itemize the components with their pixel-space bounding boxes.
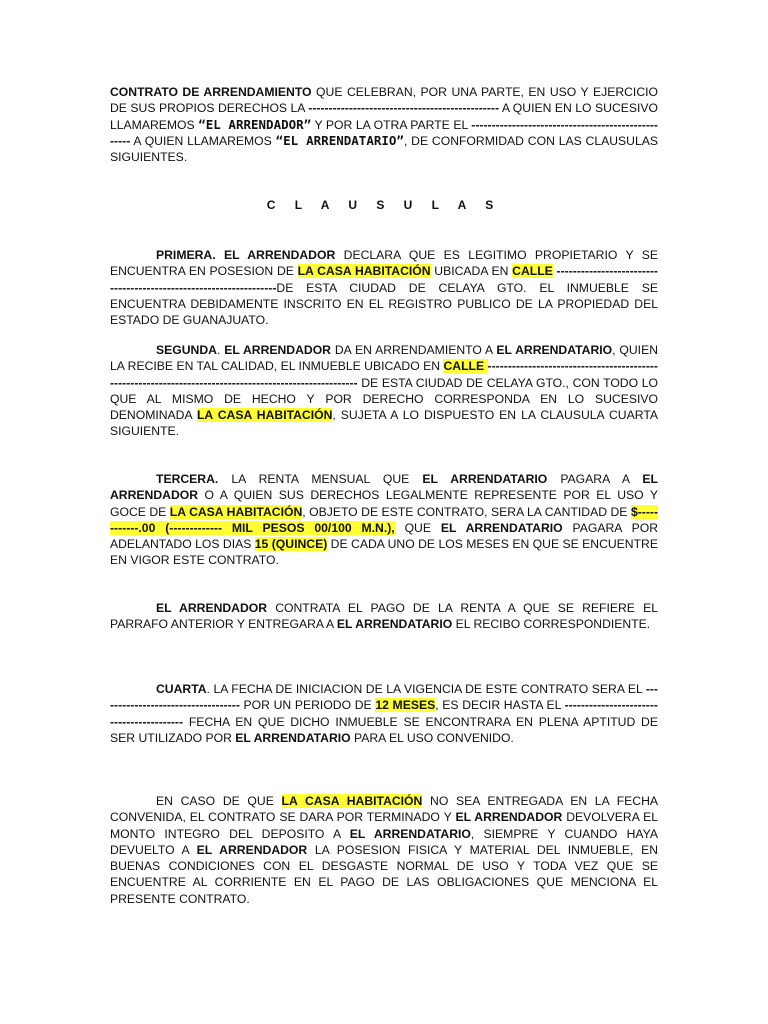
blank-line: ------------------------------------------------------------------ [110, 264, 658, 295]
clause-text: PAGARA POR ADELANTADO LOS DIAS [110, 520, 659, 552]
intro-text: , DE CONFORMIDAD CON LAS CLAUSULAS SIGUIENTES. [110, 133, 659, 165]
clause-text: NO SEA ENTREGADA EN LA FECHA CONVENIDA, EL CONTRATO SE DARA POR TERMINADO Y [110, 794, 659, 825]
highlighted-property: LA CASA HABITACIÓN [297, 264, 431, 279]
party-name: EL ARRENDATARIO [235, 730, 351, 745]
clause-text: , SIEMPRE Y CUANDO HAYA DEVUELTO A [110, 826, 659, 857]
highlighted-days: 15 (QUINCE) [254, 537, 328, 552]
clause-text: EL RECIBO CORRESPONDIENTE. [452, 617, 651, 632]
intro-text: A QUIEN LLAMAREMOS [130, 133, 276, 148]
clause-text: DE ESTA CIUDAD DE CELAYA GTO. EL INMUEBLE SE ENCUENTRA DEBIDAMENTE INSCRITO EN EL REGISTRO PUBLICO DE LA PROPIEDAD DEL ESTADO DE GUANAJUATO. [110, 280, 658, 328]
blank-line: ----------------------------------- [110, 682, 658, 713]
party-name: EL ARRENDADOR [224, 343, 331, 357]
clause-text: QUE [394, 520, 441, 535]
party-name: EL ARRENDATARIO [496, 343, 613, 357]
highlighted-property: LA CASA HABITACIÓN [169, 504, 303, 519]
intro-text: A QUIEN EN LO SUCESIVO LLAMAREMOS [110, 101, 659, 132]
clause-text: LA RENTA MENSUAL QUE [218, 472, 423, 486]
clause-label: CUARTA [156, 682, 207, 696]
highlighted-street: CALLE [512, 264, 553, 279]
party-name: EL ARRENDADOR [215, 248, 336, 262]
arrendatario-term: “EL ARRENDATARIO” [275, 132, 404, 148]
clause-text: , SUJETA A LO DISPUESTO EN LA CLAUSULA CUARTA SIGUIENTE. [110, 408, 658, 439]
party-name: EL ARRENDADOR [110, 472, 658, 503]
highlighted-street: CALLE [443, 359, 488, 374]
clause-text: UBICADA EN [430, 264, 513, 279]
highlighted-property: LA CASA HABITACIÓN [281, 794, 423, 808]
clause-text: , OBJETO DE ESTE CONTRATO, SERA LA CANTIDAD DE [302, 504, 631, 519]
blank-line: --------------------------------------------------- [110, 117, 658, 148]
clause-primera [110, 247, 658, 328]
party-name: EL ARRENDADOR [156, 601, 268, 615]
clause-tercera [110, 471, 658, 569]
clause-text: , ES DECIR HASTA EL [435, 698, 565, 713]
receipt-paragraph [110, 600, 658, 633]
contract-title: CONTRATO DE ARRENDAMIENTO [110, 85, 312, 99]
clause-label: TERCERA. [156, 472, 219, 486]
intro-text: QUE CELEBRAN, POR UNA PARTE, EN USO Y EJERCICIO DE SUS PROPIOS DERECHOS LA [110, 85, 658, 116]
highlighted-amount: $------------.00 (------------- MIL PESOS 00/100 M.N.), [110, 504, 659, 535]
highlighted-property: LA CASA HABITACIÓN [196, 408, 333, 423]
clause-text: EN CASO DE QUE [156, 794, 282, 808]
clause-text: DE CADA UNO DE LOS MESES EN QUE SE ENCUENTRE EN VIGOR ESTE CONTRATO. [110, 537, 658, 568]
clause-cuarta [110, 681, 658, 746]
clause-segunda [110, 342, 658, 440]
clause-text: CONTRATA EL PAGO DE LA RENTA A QUE SE REFIERE EL PARRAFO ANTERIOR Y ENTREGARA A [110, 601, 658, 632]
party-name: EL ARRENDATARIO [349, 826, 471, 841]
clause-text: . LA FECHA DE INICIACION DE LA VIGENCIA DE ESTE CONTRATO SERA EL [206, 682, 646, 696]
clause-text: , QUIEN LA RECIBE EN TAL CALIDAD, EL INMUEBLE UBICADO EN [110, 343, 658, 374]
clause-label: SEGUNDA [156, 343, 217, 357]
intro-text: Y POR LA OTRA PARTE EL [311, 117, 472, 132]
party-name: EL ARRENDATARIO [440, 520, 563, 535]
clause-text: PARA EL USO CONVENIDO. [350, 730, 514, 745]
section-heading: C L A U S U L A S [266, 198, 502, 212]
clause-text: DEVOLVERA EL MONTO INTEGRO DEL DEPOSITO A [110, 810, 659, 841]
party-name: EL ARRENDADOR [455, 810, 563, 825]
clause-text: FECHA EN QUE DICHO INMUEBLE SE ENCONTRARA EN PLENA APTITUD DE SER UTILIZADO POR [110, 714, 658, 745]
blank-line: ------------------------------------------------------------------------------------------------------- [110, 359, 658, 390]
party-name: EL ARRENDATARIO [422, 472, 548, 486]
clause-text: DE ESTA CIUDAD DE CELAYA GTO., CON TODO LO QUE AL MISMO DE HECHO Y POR DERECHO CORRESPONDA EN LO SUCESIVO DENOMINADA [110, 375, 658, 423]
highlighted-period: 12 MESES [375, 698, 436, 713]
arrendador-term: “EL ARRENDADOR” [198, 116, 312, 132]
delivery-paragraph [110, 793, 658, 907]
clause-text: POR UN PERIODO DE [239, 698, 376, 713]
intro-paragraph [110, 84, 658, 165]
party-name: EL ARRENDADOR [196, 842, 308, 857]
blank-line: ----------------------------------------------- [308, 101, 500, 116]
clause-text: DECLARA QUE ES LEGITIMO PROPIETARIO Y SE ENCUENTRA EN POSESION DE [110, 248, 658, 279]
clause-text: DA EN ARRENDAMIENTO A [330, 343, 497, 357]
blank-line: ----------------------------------------- [110, 698, 658, 729]
clause-text: O A QUIEN SUS DERECHOS LEGALMENTE REPRESENTE POR EL USO Y GOCE DE [110, 488, 658, 519]
clause-text: LA POSESION FISICA Y MATERIAL DEL INMUEBLE, EN BUENAS CONDICIONES CON EL DESGASTE NORMAL DE USO Y TODA VEZ QUE SE ENCUENTRE AL CORRIENTE EN EL PAGO DE LAS OBLIGACIONES QUE MENCIONA EL PRESENTE CONTRATO. [110, 842, 658, 906]
clause-text: PAGARA A [547, 472, 643, 486]
clause-text: . [216, 343, 225, 357]
party-name: EL ARRENDATARIO [336, 617, 453, 632]
clause-label: PRIMERA. [156, 248, 216, 262]
